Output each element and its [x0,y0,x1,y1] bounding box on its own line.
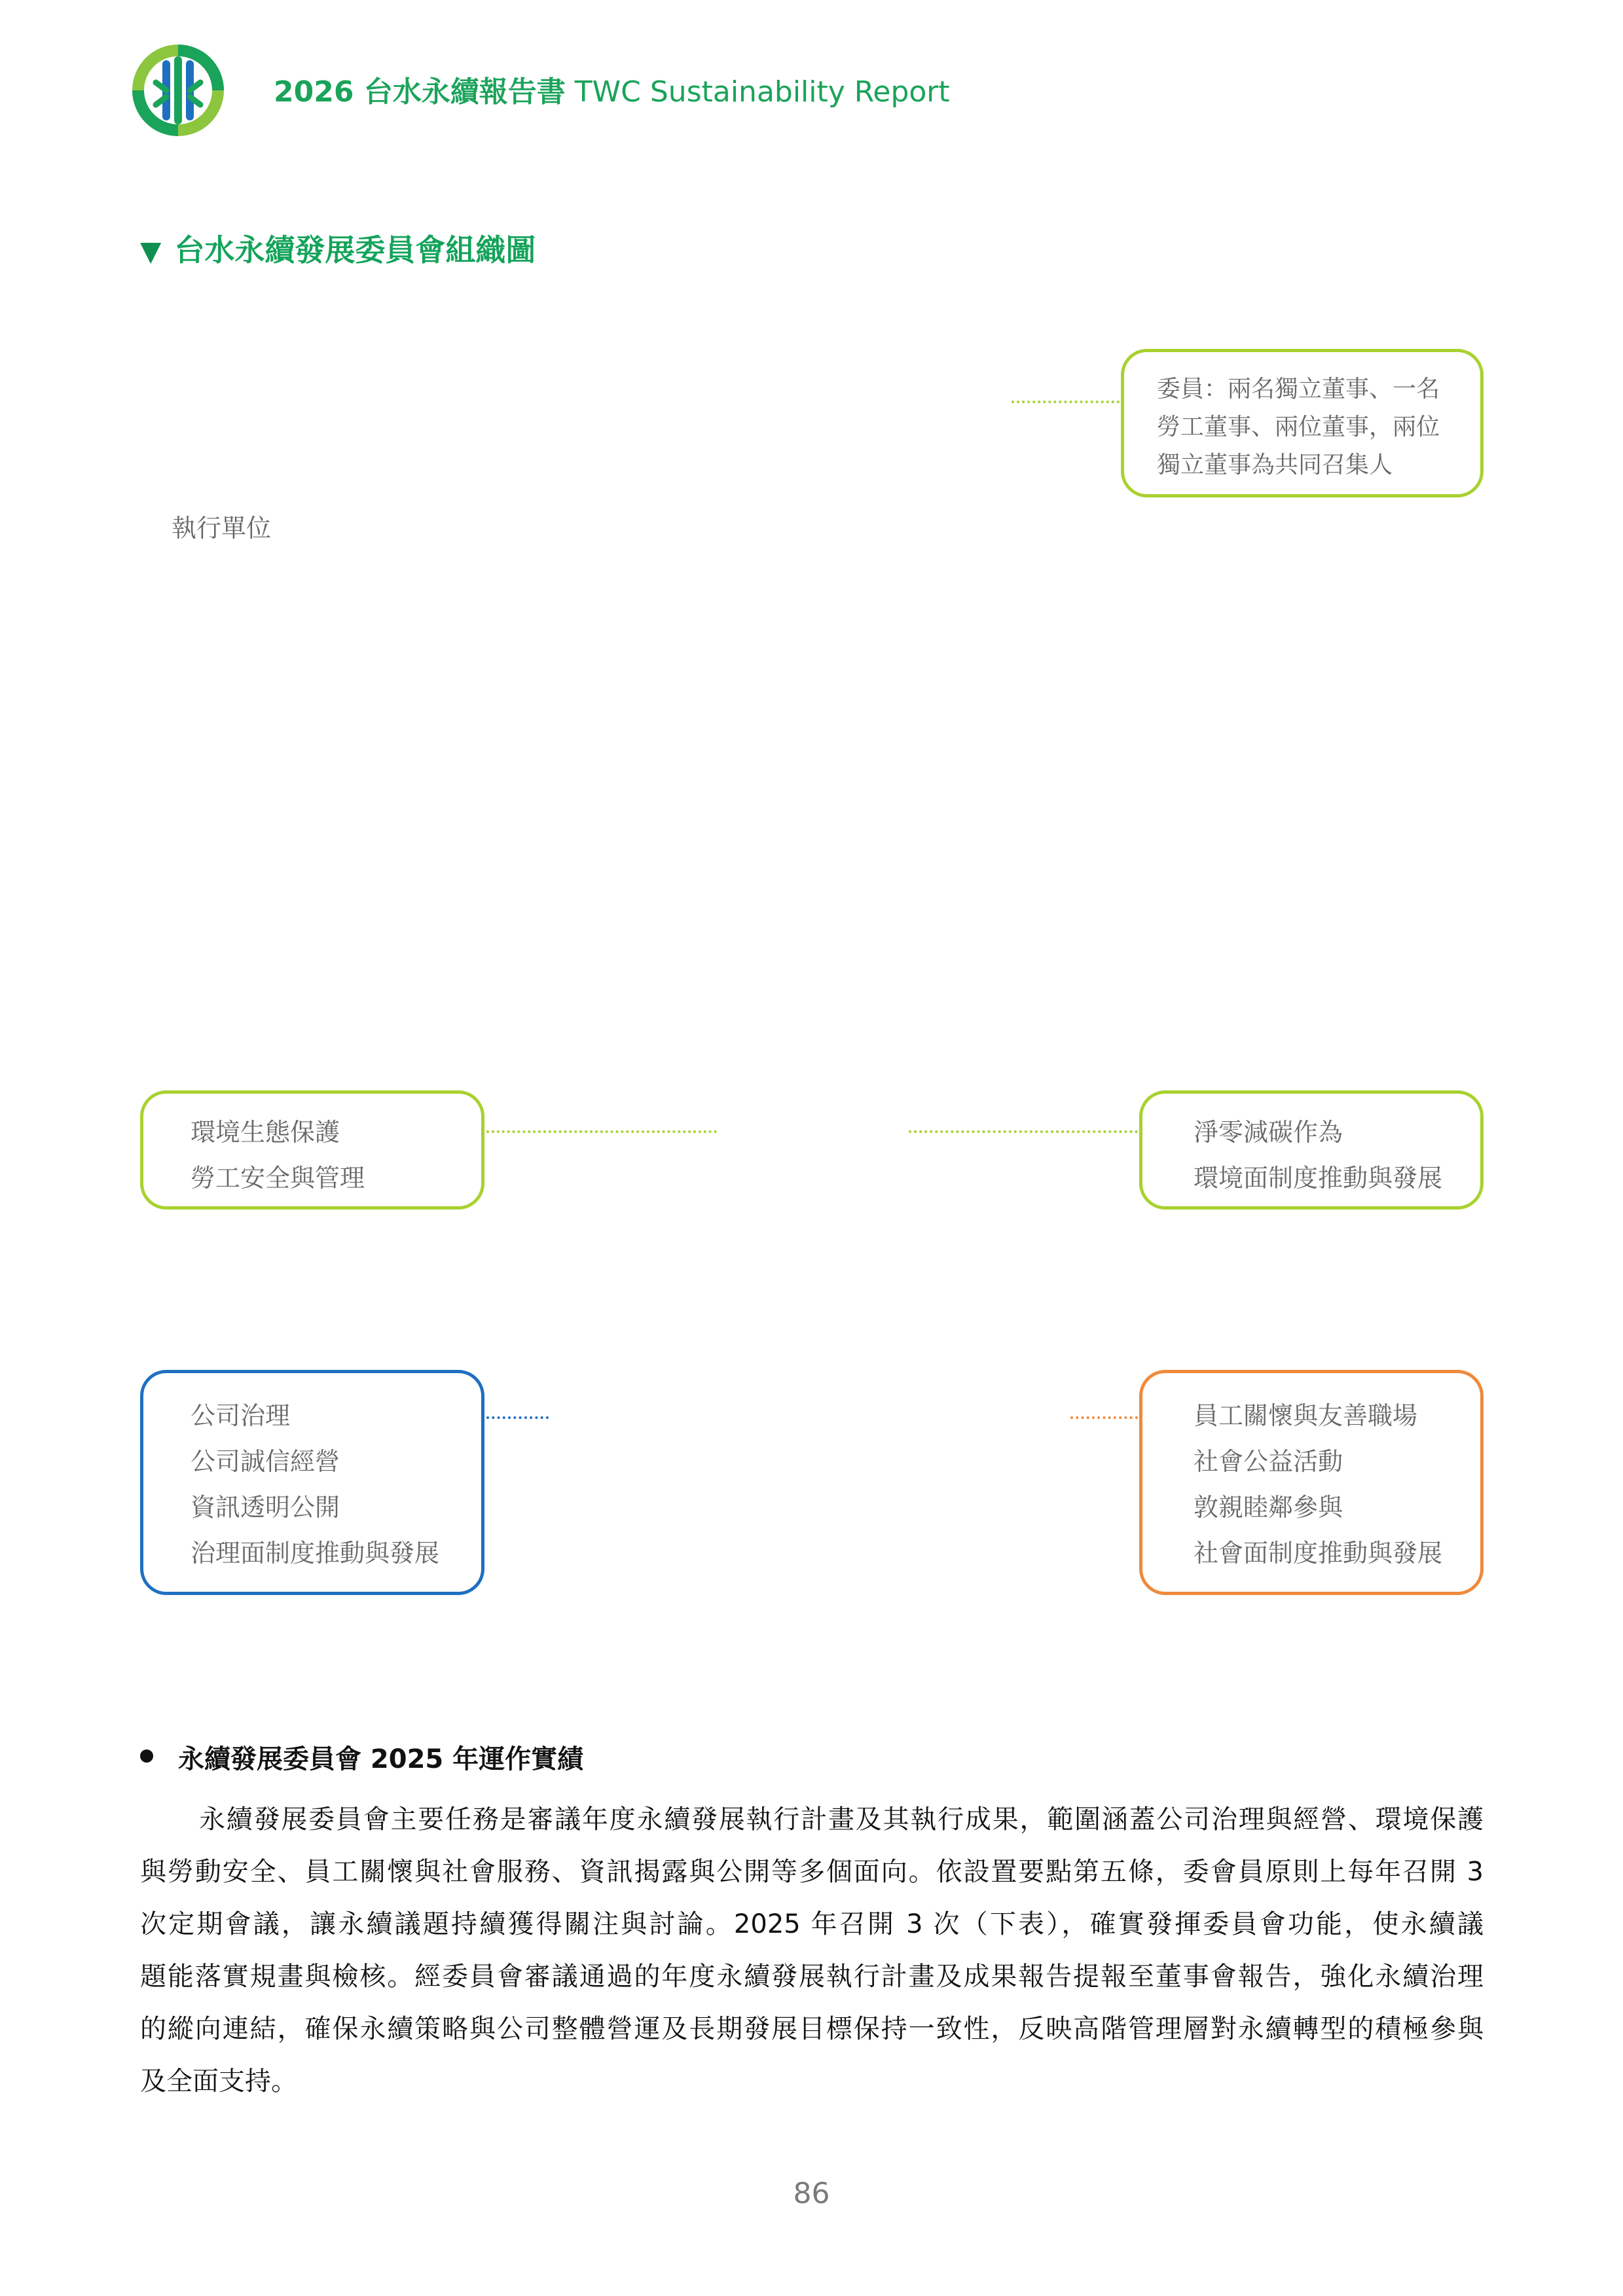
header-title-regular: TWC Sustainability Report [574,75,950,109]
social-box [1139,1370,1484,1595]
net-zero-box [1139,1090,1484,1210]
social-line: 員工關懷與友善職場 [1194,1401,1418,1430]
members-line: 勞工董事、兩位董事，兩位 [1157,414,1440,440]
governance-line: 資訊透明公開 [191,1493,340,1522]
paragraph-line: 題能落實規畫與檢核。經委員會審議通過的年度永續發展執行計畫及成果報告提報至董事會報告，強化永續治理 [140,1962,1484,1992]
social-connector [1070,1416,1138,1419]
members-line: 獨立董事為共同召集人 [1157,452,1393,478]
operations-paragraph [140,1793,1484,2108]
exec-unit-label: 執行單位 [172,514,272,543]
operations-heading: 永續發展委員會 2025 年運作實績 [178,1744,584,1774]
environment-box [140,1090,484,1210]
social-line: 敦親睦鄰參與 [1194,1493,1343,1522]
paragraph-line: 次定期會議，讓永續議題持續獲得關注與討論。2025 年召開 3 次（下表），確實發揮委員會功能，使永續議 [140,1909,1484,1939]
governance-box [140,1370,484,1595]
members-box [1121,349,1484,497]
members-connector [1012,401,1120,403]
net-zero-line: 淨零減碳作為 [1194,1118,1343,1147]
governance-connector [486,1416,549,1419]
paragraph-line: 與勞動安全、員工關懷與社會服務、資訊揭露與公開等多個面向。依設置要點第五條，委會員原則上每年召開 3 [140,1857,1484,1887]
bullet-icon [140,1749,153,1763]
governance-line: 治理面制度推動與發展 [191,1539,440,1568]
paragraph-line: 及全面支持。 [140,2066,297,2096]
header-title-bold: 2026 台水永續報告書 [274,75,566,109]
governance-line: 公司治理 [191,1401,291,1430]
net-zero-line: 環境面制度推動與發展 [1194,1164,1443,1193]
net-zero-connector [909,1130,1138,1133]
environment-line: 勞工安全與管理 [191,1164,365,1193]
governance-line: 公司誠信經營 [191,1447,340,1476]
page-number: 86 [793,2177,830,2210]
social-line: 社會面制度推動與發展 [1194,1539,1443,1568]
section-title-text: 台水永續發展委員會組織圖 [174,232,536,268]
environment-line: 環境生態保護 [191,1118,340,1147]
members-line: 委員：兩名獨立董事、一名 [1157,376,1440,403]
twc-logo-icon [130,42,227,139]
social-line: 社會公益活動 [1194,1447,1343,1476]
environment-connector [486,1130,717,1133]
triangle-down-icon: ▼ [140,235,162,267]
section-title [140,226,536,270]
paragraph-line: 永續發展委員會主要任務是審議年度永續發展執行計畫及其執行成果，範圍涵蓋公司治理與經營、環境保護 [199,1804,1484,1835]
report-header-title [274,68,950,110]
paragraph-line: 的縱向連結，確保永續策略與公司整體營運及長期發展目標保持一致性，反映高階管理層對永續轉型的積極參與 [140,2014,1484,2044]
